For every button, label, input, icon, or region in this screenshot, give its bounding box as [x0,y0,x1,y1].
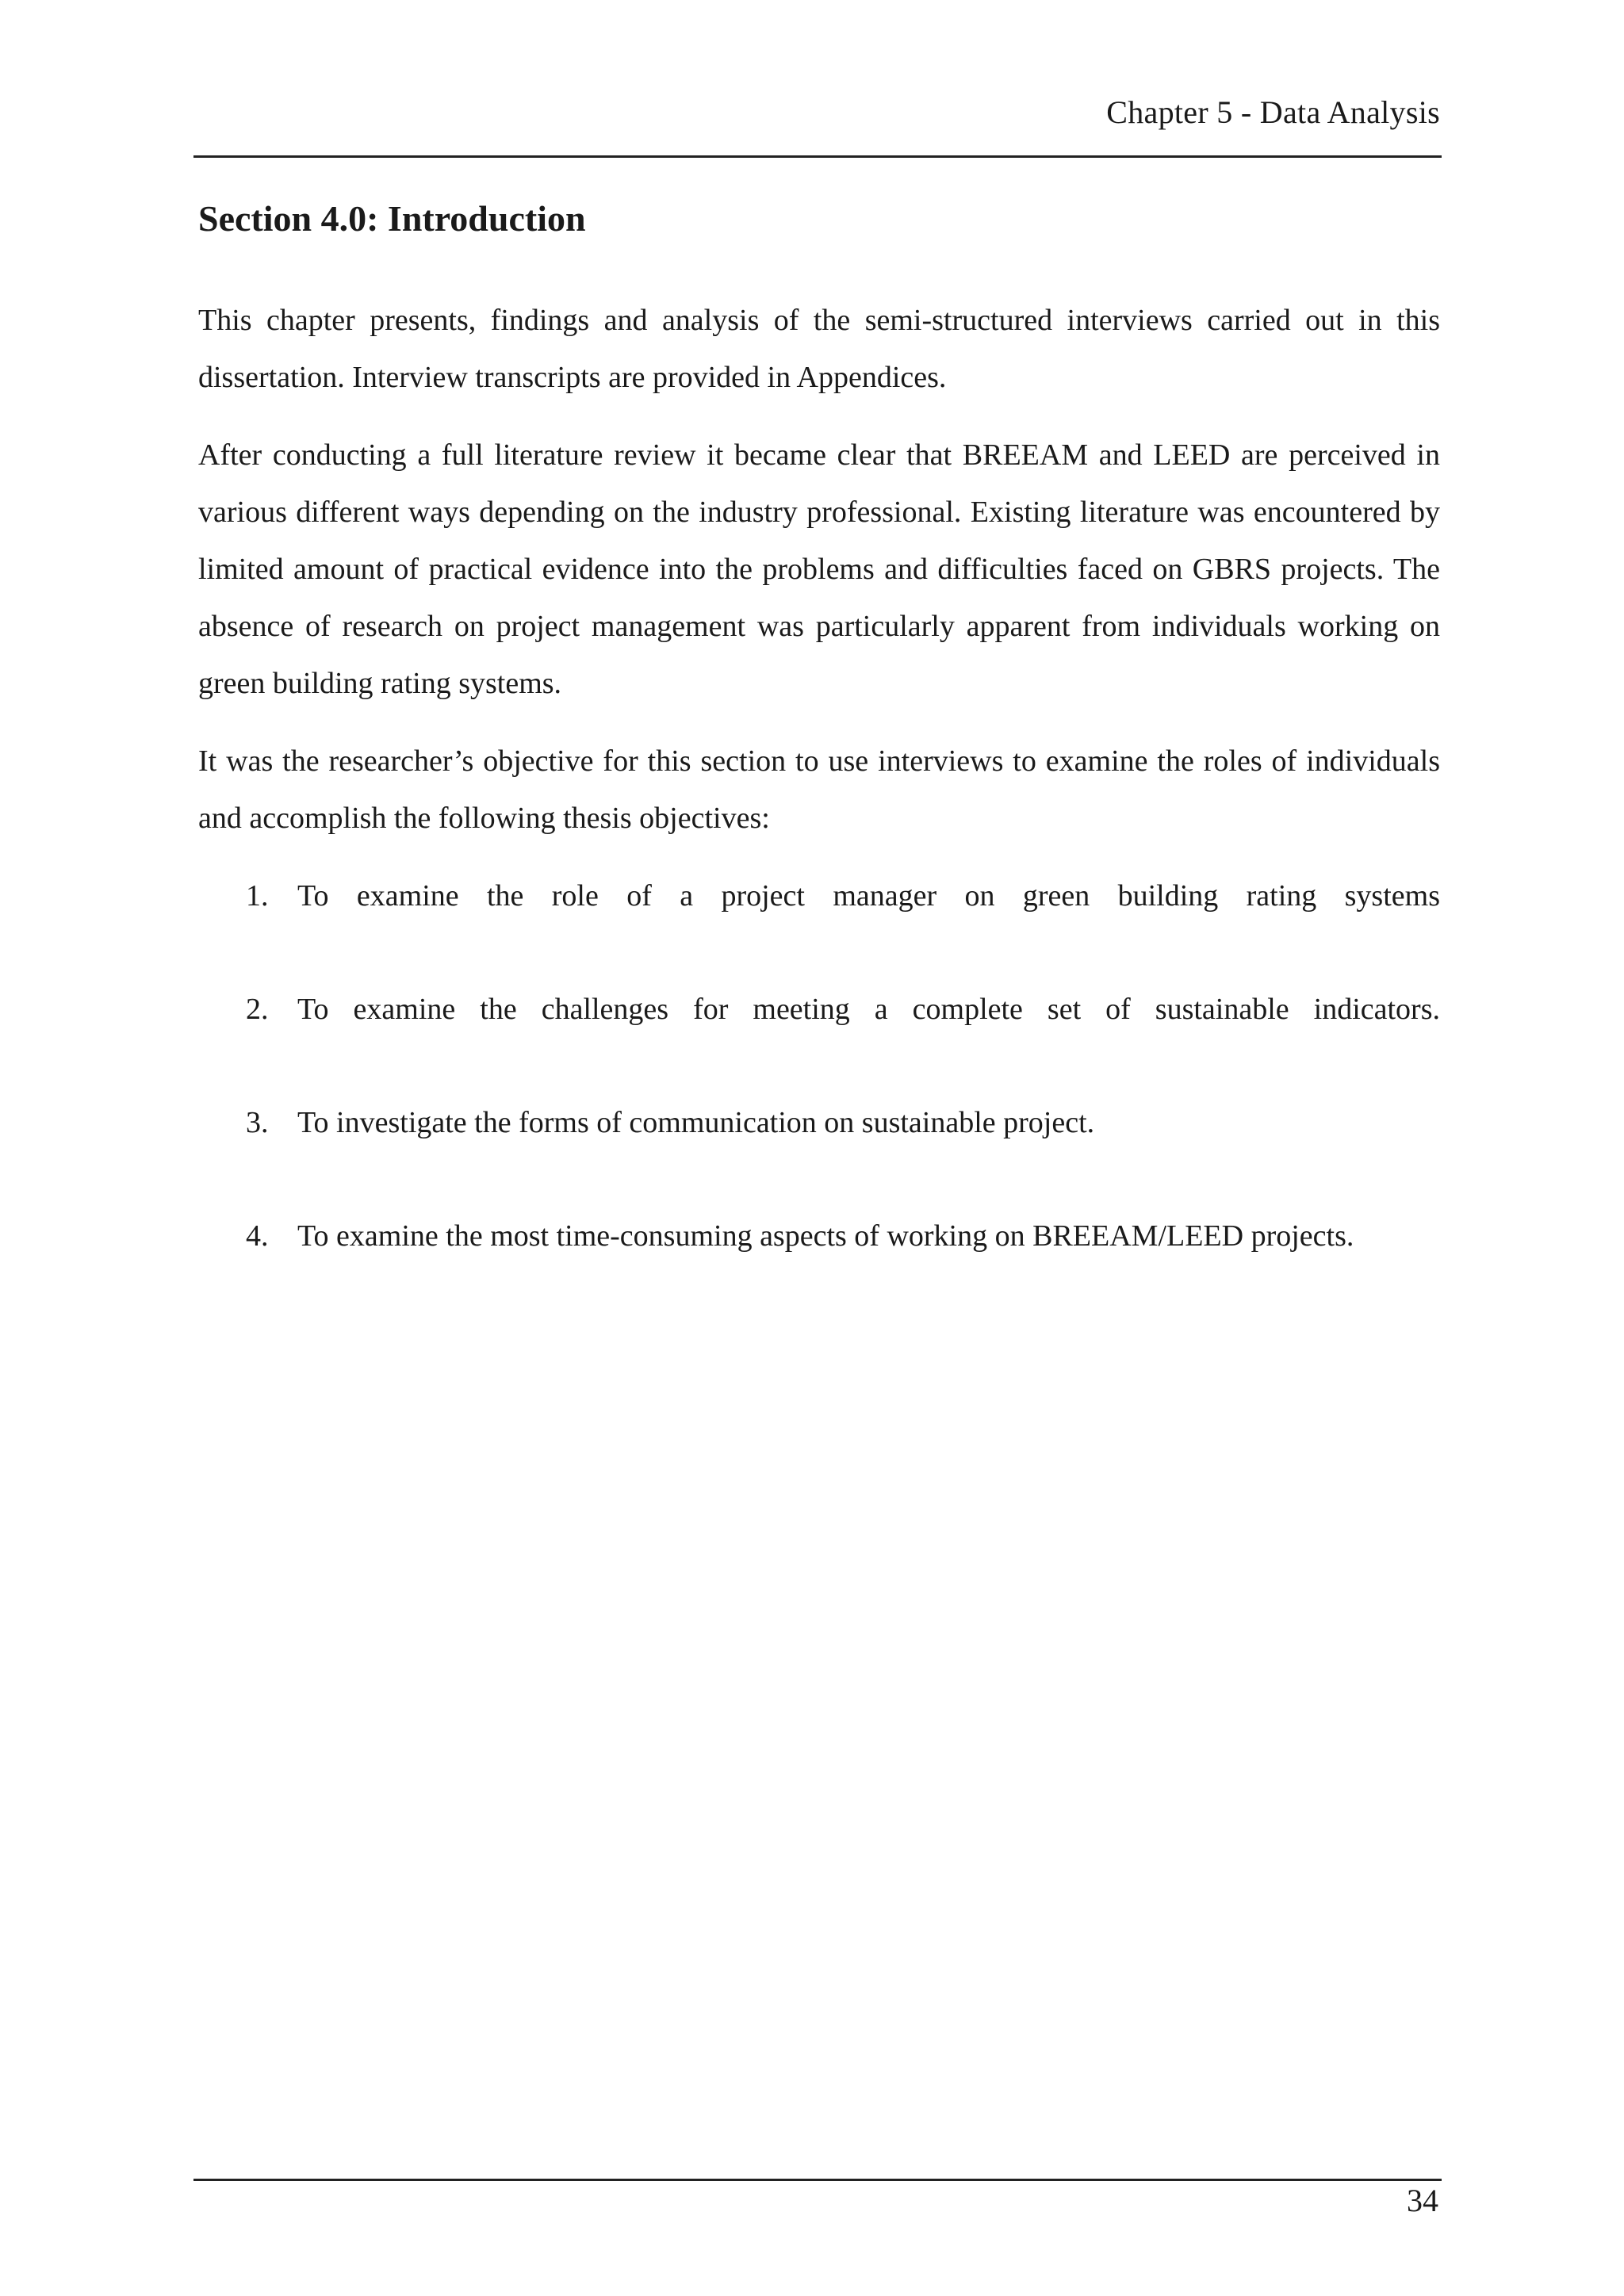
list-item-number: 4. [246,1219,269,1253]
list-item-number: 2. [246,993,269,1026]
list-item-number: 1. [246,879,269,913]
body-text [198,292,1440,1321]
footer-rule [193,2179,1442,2181]
list-item-text: To investigate the forms of communication on sustainable project. [297,1106,1095,1139]
intro-paragraph: This chapter presents, findings and analysis of the semi-structured interviews carried out in this dissertation. Interview transcripts are provided in Appendices. [198,304,1440,394]
list-item-number: 3. [246,1106,269,1139]
running-header: Chapter 5 - Data Analysis [1106,94,1440,130]
list-item [198,1094,1440,1207]
list-item [198,1207,1440,1321]
section-heading: Section 4.0: Introduction [198,198,586,239]
list-item-text: To examine the challenges for meeting a complete set of sustainable indicators. [297,993,1440,1026]
header-rule [193,155,1442,158]
list-item [198,981,1440,1094]
list-item [198,867,1440,981]
literature-paragraph: After conducting a full literature review it became clear that BREEAM and LEED are perceived in various different ways depending on the industry professional. Existing literature was encountered by limited amount of practical evidence into the problems and difficulties faced on GBRS projects. The absence of research on project management was particularly apparent from individuals working on green building rating systems. [198,438,1440,700]
list-item-text: To examine the role of a project manager on green building rating systems [297,879,1440,913]
objectives-list [198,867,1440,1321]
list-item-text: To examine the most time-consuming aspects of working on BREEAM/LEED projects. [297,1219,1354,1253]
page-number: 34 [1407,2183,1438,2218]
objective-paragraph: It was the researcher’s objective for this section to use interviews to examine the roles of individuals and accomplish the following thesis objectives: [198,744,1440,835]
